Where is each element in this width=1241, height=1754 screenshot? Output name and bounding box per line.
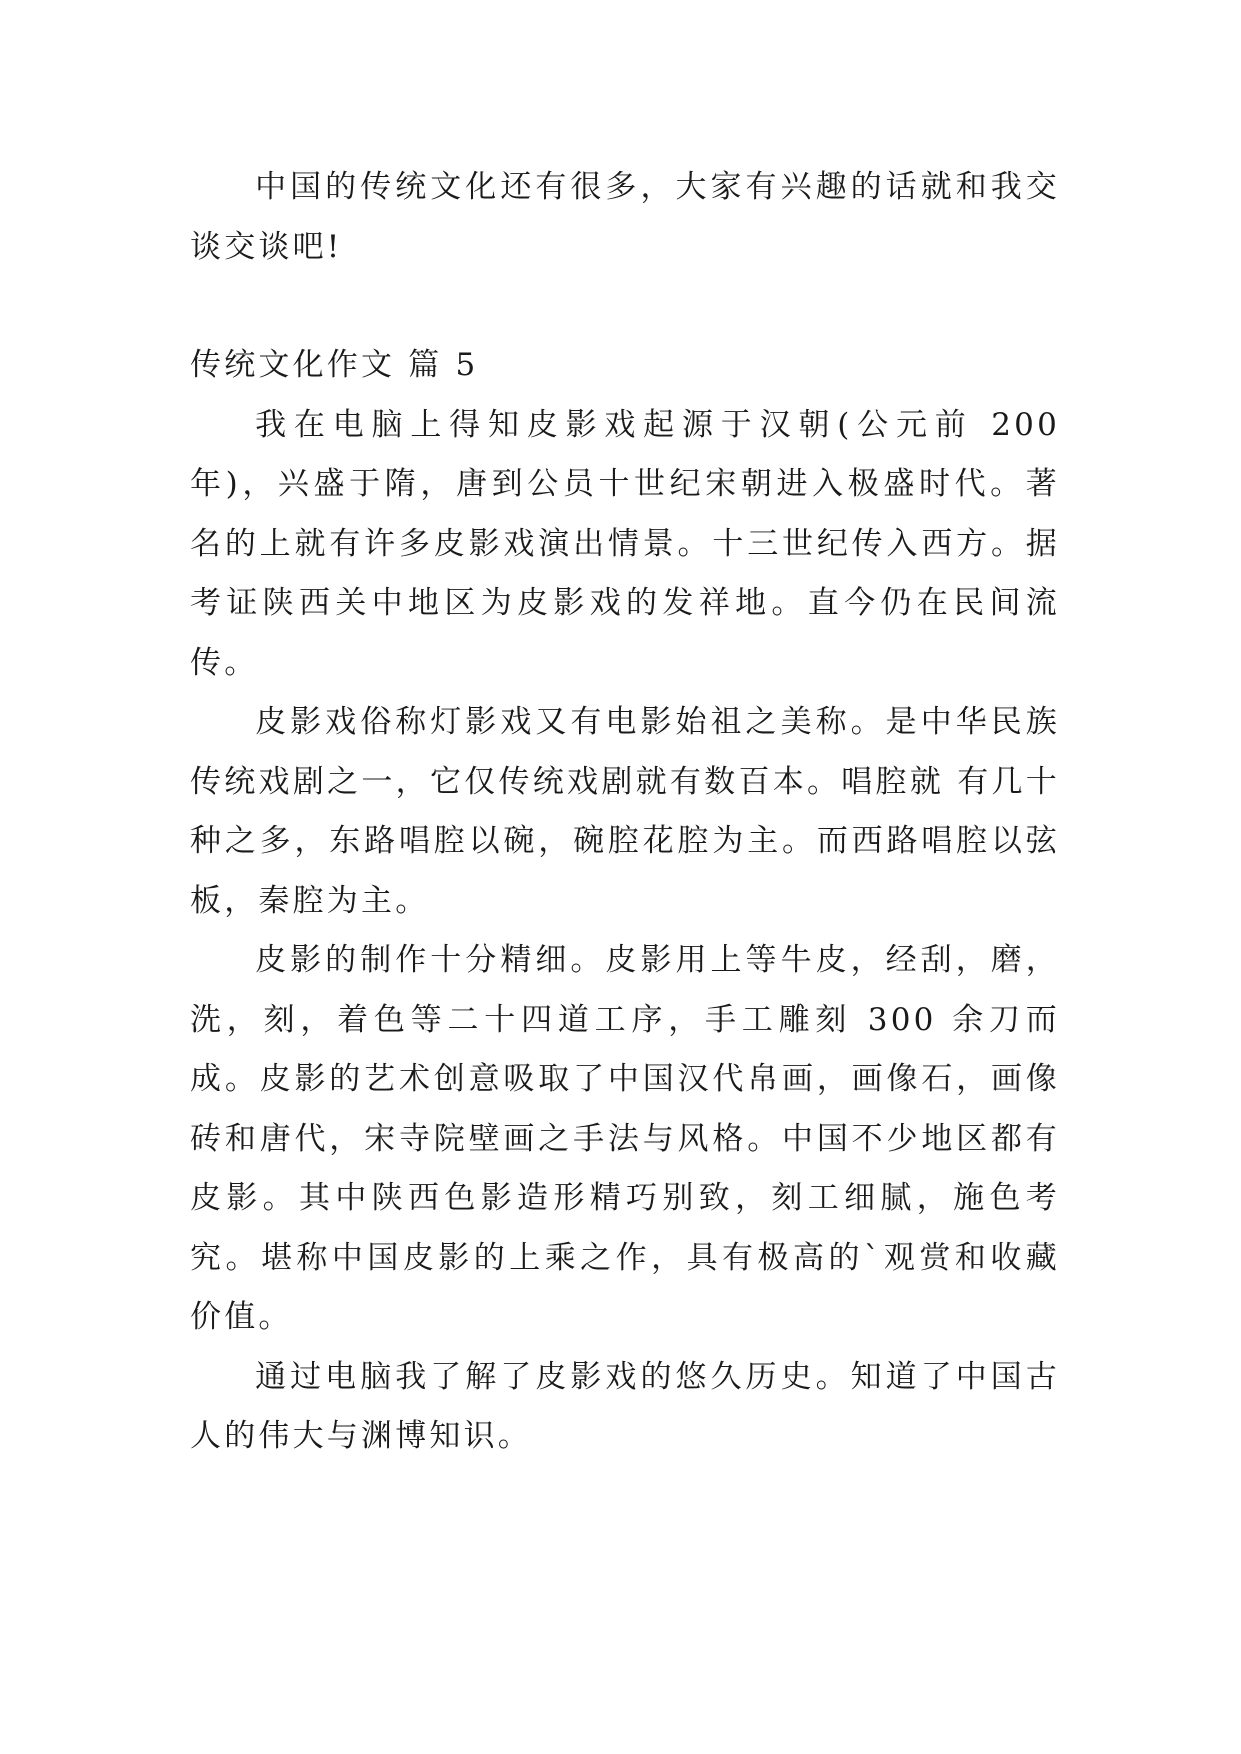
body-paragraph-4: 通过电脑我了解了皮影戏的悠久历史。知道了中国古人的伟大与渊博知识。 xyxy=(190,1358,1060,1454)
body-paragraph-1: 我在电脑上得知皮影戏起源于汉朝(公元前 200 年)，兴盛于隋，唐到公员十世纪宋朝进入极盛时代。著名的上就有许多皮影戏演出情景。十三世纪传入西方。据考证陕西关中地区为皮影戏的发祥地。直今仍在民间流传。 xyxy=(190,406,1060,681)
section-title: 传统文化作文 篇 5 xyxy=(190,347,479,383)
body-paragraph-2: 皮影戏俗称灯影戏又有电影始祖之美称。是中华民族传统戏剧之一，它仅传统戏剧就有数百本。唱腔就 有几十种之多，东路唱腔以碗，碗腔花腔为主。而西路唱腔以弦板，秦腔为主。 xyxy=(190,704,1060,919)
body-paragraph-3: 皮影的制作十分精细。皮影用上等牛皮，经刮，磨，洗，刻，着色等二十四道工序，手工雕刻 300 余刀而成。皮影的艺术创意吸取了中国汉代帛画，画像石，画像砖和唐代，宋寺院壁画之手法与风格。中国不少地区都有皮影。其中陕西色影造形精巧别致，刻工细腻，施色考究。堪称中国皮影的上乘之作，具有极高的`观赏和收藏价值。 xyxy=(190,942,1060,1335)
section-spacer xyxy=(190,277,1060,336)
document-body xyxy=(190,158,1060,1467)
intro-paragraph: 中国的传统文化还有很多，大家有兴趣的话就和我交谈交谈吧! xyxy=(190,169,1060,265)
